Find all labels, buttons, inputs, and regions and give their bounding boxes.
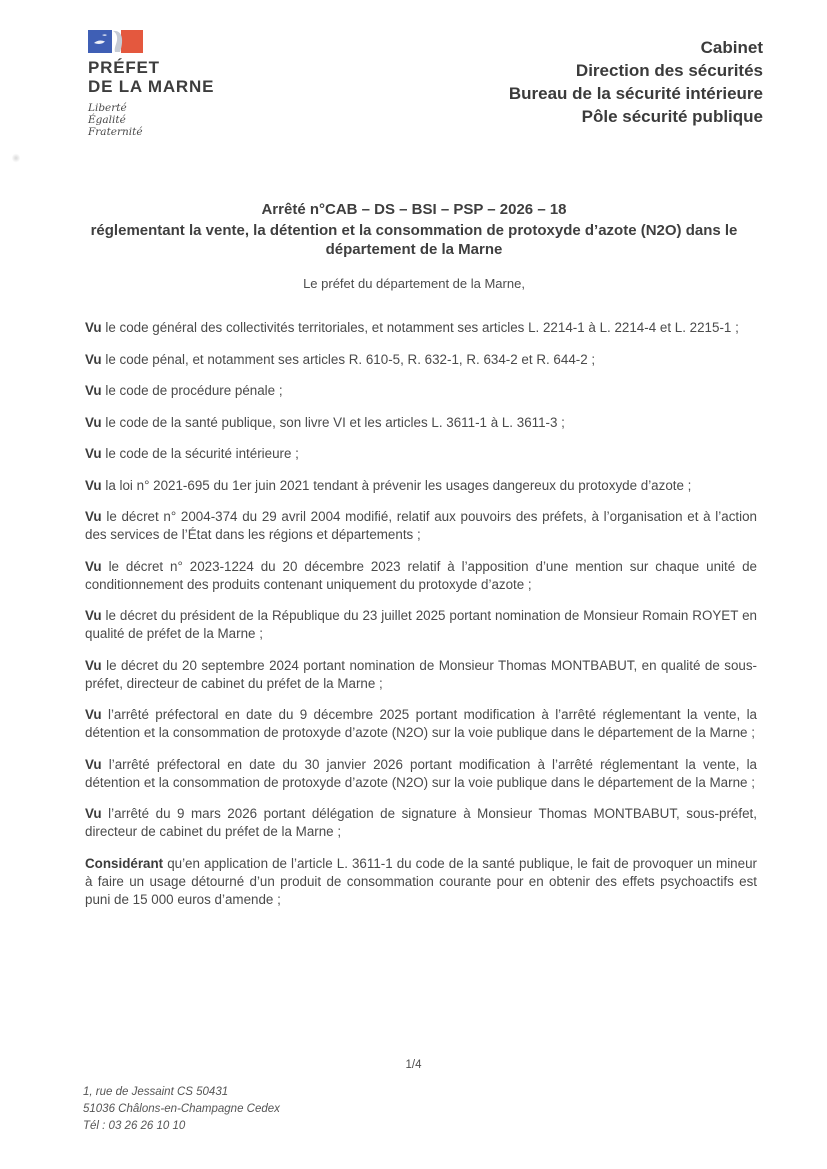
paragraph-text: le code de procédure pénale ; xyxy=(105,383,283,398)
paragraph-lead: Vu xyxy=(85,707,102,722)
scan-artifact xyxy=(12,153,20,163)
paragraph xyxy=(85,756,757,792)
service-line: Cabinet xyxy=(700,38,763,57)
paragraph xyxy=(85,319,757,337)
prefecture-logo xyxy=(88,30,288,138)
paragraph-lead: Vu xyxy=(85,351,102,367)
paragraph xyxy=(85,607,757,643)
address-line: 51036 Châlons-en-Champagne Cedex xyxy=(83,1103,280,1115)
decree-subject: réglementant la vente, la détention et la consommation de protoxyde d’azote (N2O) dans le département de la Marne xyxy=(90,222,738,258)
paragraph-lead: Vu xyxy=(85,657,102,673)
paragraph xyxy=(85,351,757,369)
page-number: 1/4 xyxy=(405,1059,422,1071)
prefecture-name-line1: PRÉFET xyxy=(88,58,160,77)
service-line: Pôle sécurité publique xyxy=(581,107,763,126)
prefecture-name xyxy=(88,58,288,96)
paragraph-text: le code pénal, et notamment ses articles R. 610-5, R. 632-1, R. 634-2 et R. 644-2 ; xyxy=(105,351,596,367)
paragraph-lead: Vu xyxy=(85,477,102,493)
paragraph-lead: Vu xyxy=(85,608,102,623)
decree-number: Arrêté n°CAB – DS – BSI – PSP – 2026 – 18 xyxy=(261,201,567,218)
motto-line: Fraternité xyxy=(88,126,143,138)
paragraph-text: l’arrêté préfectoral en date du 30 janvier 2026 portant modification à l’arrêté réglementant la vente, la détention et la consommation de protoxyde d’azote (N2O) sur la voie publique dans le département de la Marne ; xyxy=(85,756,757,790)
paragraph xyxy=(85,445,757,463)
paragraph-text: l’arrêté préfectoral en date du 9 décembre 2025 portant modification à l’arrêté réglementant la vente, la détention et la consommation de protoxyde d’azote (N2O) sur la voie publique dans le département de la Marne ; xyxy=(85,707,757,740)
motto-line: Égalité xyxy=(88,114,126,126)
motto-line: Liberté xyxy=(88,102,127,114)
paragraph xyxy=(85,508,757,544)
prefecture-name-line2: DE LA MARNE xyxy=(88,77,215,96)
paragraph xyxy=(85,382,757,400)
service-line: Bureau de la sécurité intérieure xyxy=(508,84,763,103)
service-line: Direction des sécurités xyxy=(575,61,763,80)
paragraph-text: le code de la sécurité intérieure ; xyxy=(105,446,299,461)
paragraph-text: le code général des collectivités territoriales, et notamment ses articles L. 2214-1 à L. 2214-4 et L. 2215-1 ; xyxy=(105,320,739,335)
paragraph xyxy=(85,657,757,693)
paragraph-text: le code de la santé publique, son livre VI et les articles L. 3611-1 à L. 3611-3 ; xyxy=(105,414,565,430)
paragraph-lead: Vu xyxy=(85,383,102,398)
paragraph-lead: Vu xyxy=(85,446,102,461)
paragraph-lead: Vu xyxy=(85,414,102,430)
paragraph xyxy=(85,477,757,495)
paragraph-text: qu’en application de l’article L. 3611-1 du code de la santé publique, le fait de provoquer un mineur à faire un usage détourné d’un produit de consommation courante pour en obtenir des effets psychoactifs est puni de 15 000 euros d’amende ; xyxy=(85,855,757,907)
salutation: Le préfet du département de la Marne, xyxy=(303,276,525,291)
french-flag-marianne-icon xyxy=(88,30,146,54)
paragraph-lead: Vu xyxy=(85,756,102,772)
address-line: Tél : 03 26 26 10 10 xyxy=(83,1120,186,1132)
paragraph-lead: Vu xyxy=(85,509,102,524)
paragraph-text: le décret du président de la République du 23 juillet 2025 portant nomination de Monsieur Romain ROYET en qualité de préfet de la Marne ; xyxy=(85,608,757,641)
body-paragraphs xyxy=(85,319,757,922)
paragraph-text: le décret du 20 septembre 2024 portant nomination de Monsieur Thomas MONTBABUT, en qualité de sous-préfet, directeur de cabinet du préfet de la Marne ; xyxy=(85,657,757,691)
prefecture-address xyxy=(83,1084,280,1135)
paragraph xyxy=(85,855,757,909)
document-title-block xyxy=(84,200,744,291)
paragraph-lead: Vu xyxy=(85,558,102,574)
paragraph-text: le décret n° 2004-374 du 29 avril 2004 modifié, relatif aux pouvoirs des préfets, à l’organisation et à l’action des services de l’État dans les régions et départements ; xyxy=(85,509,757,542)
paragraph-text: la loi n° 2021-695 du 1er juin 2021 tendant à prévenir les usages dangereux du protoxyde d’azote ; xyxy=(105,477,692,493)
paragraph xyxy=(85,706,757,742)
paragraph-text: l’arrêté du 9 mars 2026 portant délégation de signature à Monsieur Thomas MONTBABUT, sous-préfet, directeur de cabinet du préfet de la Marne ; xyxy=(85,806,757,839)
address-line: 1, rue de Jessaint CS 50431 xyxy=(83,1086,229,1098)
paragraph-lead: Vu xyxy=(85,320,102,335)
republic-motto xyxy=(88,102,288,138)
paragraph xyxy=(85,805,757,841)
paragraph xyxy=(85,558,757,594)
paragraph-text: le décret n° 2023-1224 du 20 décembre 2023 relatif à l’apposition d’une mention sur chaque unité de conditionnement des produits contenant uniquement du protoxyde d’azote ; xyxy=(85,558,757,592)
paragraph xyxy=(85,414,757,432)
paragraph-lead: Vu xyxy=(85,806,102,821)
issuing-service xyxy=(509,36,763,128)
paragraph-lead: Considérant xyxy=(85,855,164,871)
